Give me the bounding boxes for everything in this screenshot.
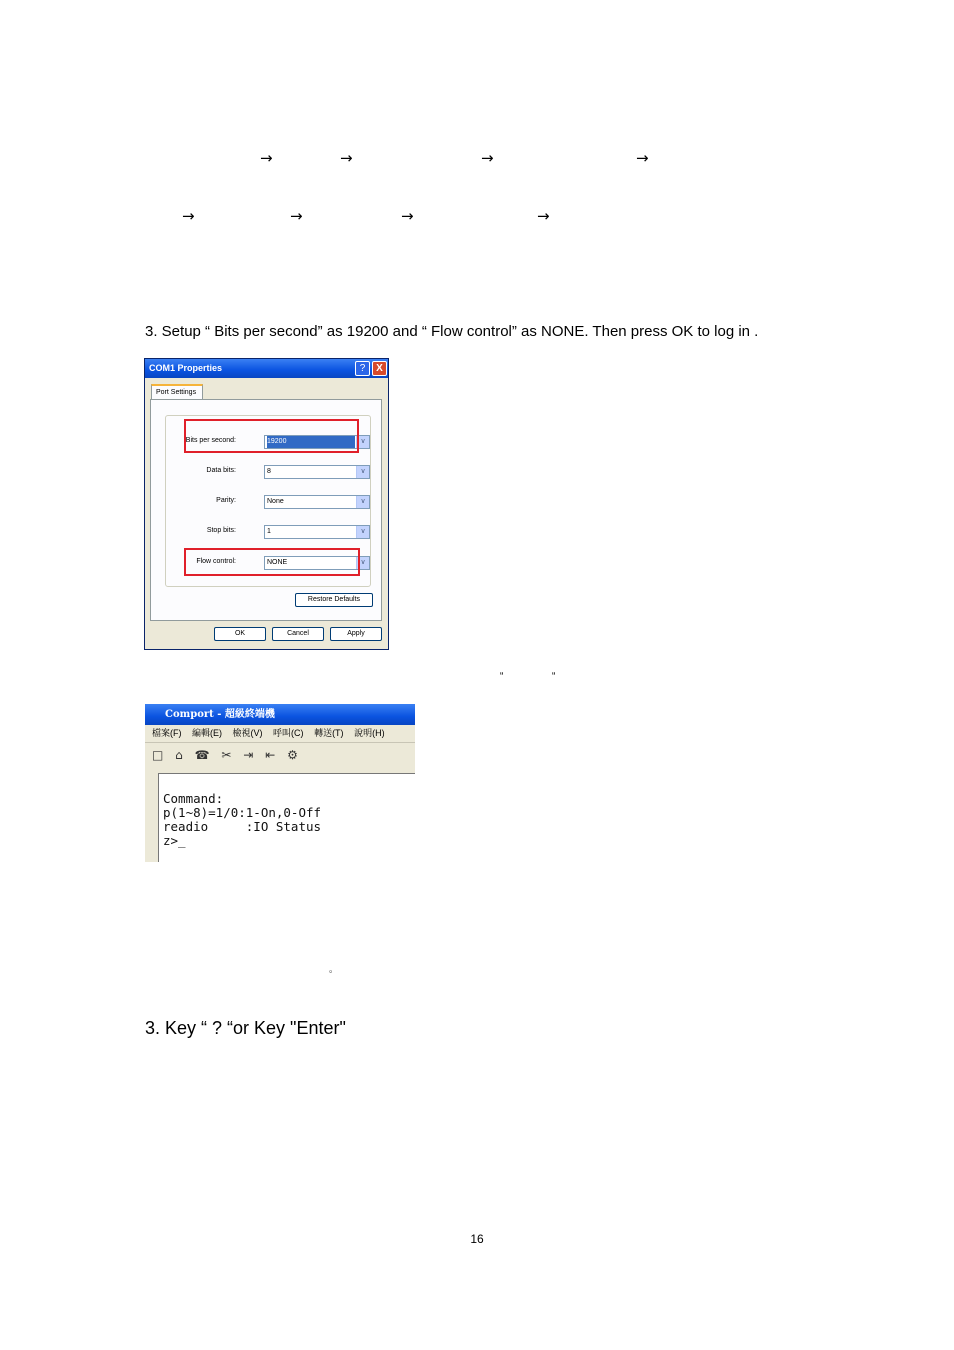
restore-defaults-button[interactable]: Restore Defaults bbox=[295, 593, 373, 607]
parity-select[interactable] bbox=[264, 495, 370, 509]
stop-bits-label: Stop bits: bbox=[206, 527, 236, 534]
dialog-title: COM1 Properties bbox=[145, 359, 388, 378]
open-icon[interactable]: ⌂ bbox=[175, 748, 183, 762]
arrow-icon: → bbox=[340, 149, 353, 167]
menu-edit[interactable]: 編輯(E) bbox=[192, 728, 223, 738]
apply-button[interactable]: Apply bbox=[330, 627, 382, 641]
port-settings-panel bbox=[150, 399, 382, 621]
chevron-down-icon[interactable]: ∨ bbox=[356, 436, 369, 448]
menu-help[interactable]: 說明(H) bbox=[354, 728, 385, 738]
terminal-window bbox=[145, 704, 415, 862]
new-icon[interactable]: □ bbox=[152, 748, 164, 762]
arrow-icon: → bbox=[401, 207, 414, 225]
chevron-down-icon[interactable]: ∨ bbox=[356, 496, 369, 508]
open-quote: “ bbox=[500, 671, 504, 682]
chevron-down-icon[interactable]: ∨ bbox=[356, 557, 369, 569]
settings-group bbox=[165, 415, 371, 587]
menu-call[interactable]: 呼叫(C) bbox=[273, 728, 304, 738]
step-instruction: 3. Setup “ Bits per second” as 19200 and “ Flow control” as NONE. Then press OK to log in . bbox=[145, 323, 759, 340]
data-bits-select[interactable] bbox=[264, 465, 370, 479]
arrow-icon: → bbox=[537, 207, 550, 225]
com1-properties-dialog bbox=[144, 358, 389, 650]
menu-file[interactable]: 檔案(F) bbox=[152, 728, 182, 738]
arrow-icon: → bbox=[290, 207, 303, 225]
arrow-icon: → bbox=[260, 149, 273, 167]
arrow-icon: → bbox=[636, 149, 649, 167]
ok-button[interactable]: OK bbox=[214, 627, 266, 641]
key-instruction: 3. Key “ ? “or Key "Enter" bbox=[145, 1018, 346, 1038]
connect-icon[interactable]: ☎ bbox=[194, 748, 210, 762]
menu-bar bbox=[145, 725, 415, 743]
menu-transfer[interactable]: 轉送(T) bbox=[314, 728, 344, 738]
stop-bits-value: 1 bbox=[267, 528, 271, 535]
terminal-title: Comport - 超級終端機 bbox=[145, 704, 415, 725]
page-number: 16 bbox=[470, 1232, 484, 1246]
parity-value: None bbox=[267, 498, 284, 505]
highlight-flow-control bbox=[184, 548, 360, 576]
open-quote: “ bbox=[552, 671, 556, 682]
flow-control-label: Flow control: bbox=[196, 558, 236, 565]
chevron-down-icon[interactable]: ∨ bbox=[356, 466, 369, 478]
terminal-screen[interactable] bbox=[158, 773, 415, 862]
parity-label: Parity: bbox=[216, 497, 236, 504]
chevron-down-icon[interactable]: ∨ bbox=[356, 526, 369, 538]
send-icon[interactable]: ⇥ bbox=[243, 748, 254, 762]
disconnect-icon[interactable]: ✂ bbox=[221, 748, 232, 762]
arrow-icon: → bbox=[481, 149, 494, 167]
receive-icon[interactable]: ⇤ bbox=[265, 748, 276, 762]
data-bits-value: 8 bbox=[267, 468, 271, 475]
stop-bits-select[interactable] bbox=[264, 525, 370, 539]
properties-icon[interactable]: ⚙ bbox=[287, 748, 298, 762]
arrow-icon: → bbox=[182, 207, 195, 225]
cancel-button[interactable]: Cancel bbox=[272, 627, 324, 641]
highlight-bits-per-second bbox=[184, 419, 359, 453]
flow-control-value: NONE bbox=[267, 559, 288, 566]
small-circle-mark: 。 bbox=[329, 965, 339, 975]
toolbar bbox=[145, 743, 415, 769]
help-button[interactable]: ? bbox=[355, 361, 370, 376]
tab-port-settings[interactable]: Port Settings bbox=[151, 384, 203, 400]
data-bits-label: Data bits: bbox=[206, 467, 236, 474]
bits-per-second-label: Bits per second: bbox=[185, 437, 236, 444]
menu-view[interactable]: 檢視(V) bbox=[232, 728, 263, 738]
close-button[interactable]: X bbox=[372, 361, 387, 376]
terminal-output: Command: p(1~8)=1/0:1-On,0-Off readio :IO Status z>_ bbox=[163, 791, 322, 848]
bits-per-second-value: 19200 bbox=[267, 436, 355, 448]
